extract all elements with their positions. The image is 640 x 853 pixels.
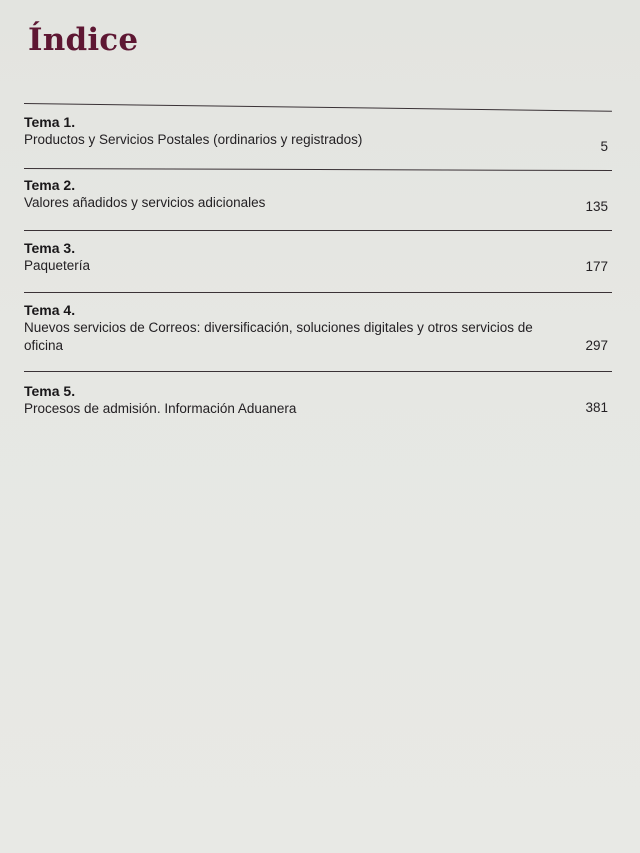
entry-description: Productos y Servicios Postales (ordinarios y registrados) <box>24 132 363 147</box>
entry-page-number: 5 <box>600 139 608 154</box>
toc-entry-tema-4[interactable] <box>24 301 610 355</box>
entry-title: Tema 3. <box>24 240 76 256</box>
entry-title: Tema 5. <box>24 383 76 399</box>
divider <box>24 168 612 171</box>
toc-entry-tema-2[interactable] <box>24 176 610 212</box>
toc-entry-tema-5[interactable] <box>24 382 610 418</box>
entry-page-number: 177 <box>585 259 608 274</box>
entry-page-number: 297 <box>585 338 608 353</box>
entry-title: Tema 1. <box>24 114 76 130</box>
entry-description: Paquetería <box>24 258 91 273</box>
divider <box>24 103 612 112</box>
entry-page-number: 381 <box>585 400 608 415</box>
page-title: Índice <box>28 22 139 58</box>
entry-description: Nuevos servicios de Correos: diversificación, soluciones digitales y otros servicios de oficina <box>24 320 533 353</box>
divider <box>24 292 612 293</box>
divider <box>24 371 612 372</box>
toc-entry-tema-3[interactable] <box>24 239 610 275</box>
entry-description: Valores añadidos y servicios adicionales <box>24 195 266 210</box>
entry-description: Procesos de admisión. Información Aduanera <box>24 401 297 416</box>
entry-title: Tema 2. <box>24 177 76 193</box>
entry-title: Tema 4. <box>24 302 76 318</box>
toc-entry-tema-1[interactable] <box>24 113 610 154</box>
divider <box>24 230 612 231</box>
entry-page-number: 135 <box>585 199 608 214</box>
